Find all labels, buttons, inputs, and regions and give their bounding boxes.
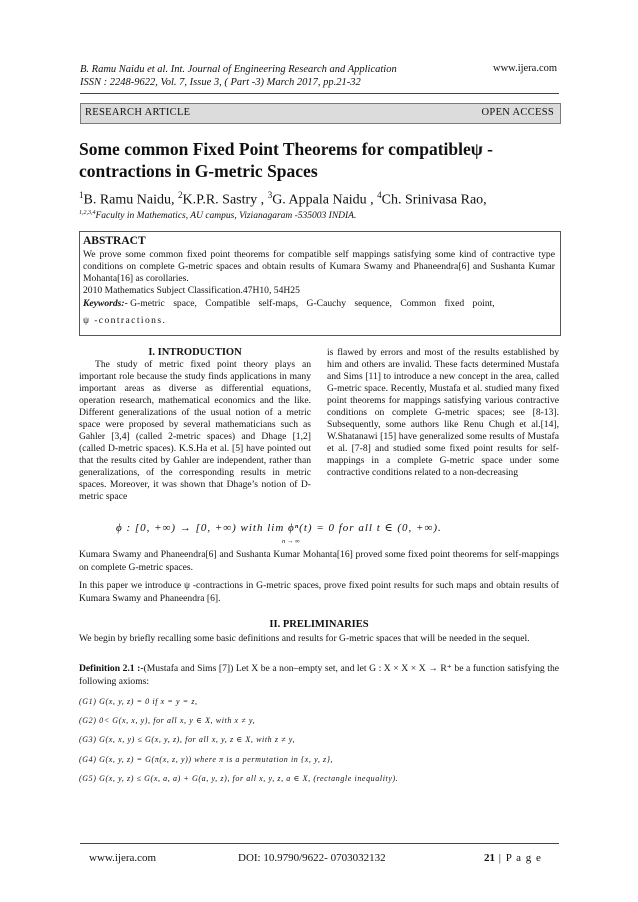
- issn-line: ISSN : 2248-9622, Vol. 7, Issue 3, ( Part -3) March 2017, pp.21-32: [80, 77, 361, 88]
- intro-heading: I. INTRODUCTION: [148, 347, 242, 358]
- author-2: K.P.R. Sastry ,: [182, 192, 268, 208]
- author-1-sup: 1: [79, 190, 84, 200]
- header-rule: [80, 93, 559, 94]
- affiliation-sup: 1,2,3,4: [79, 210, 96, 216]
- axiom-g3: (G3) G(x, x, y) ≤ G(x, y, z), for all x, y, z ∈ X, with z ≠ y,: [79, 735, 296, 744]
- abstract-box: [79, 231, 561, 336]
- definition-text: (Mustafa and Sims [7]) Let X be a non–empty set, and let G : X × X × X → R⁺ be a function satisfying the following axioms:: [79, 663, 559, 687]
- abstract-heading: ABSTRACT: [83, 235, 146, 247]
- limit-subscript: n → ∞: [282, 538, 300, 545]
- prelim-heading: II. PRELIMINARIES: [269, 619, 369, 630]
- journal-website[interactable]: www.ijera.com: [493, 63, 558, 74]
- footer-website[interactable]: www.ijera.com: [89, 852, 157, 864]
- banner-open-access: OPEN ACCESS: [481, 107, 554, 118]
- keywords-line: [83, 298, 555, 309]
- axiom-g4: (G4) G(x, y, z) = G(π(x, z, y)) where π is a permutation in {x, y, z},: [79, 755, 334, 764]
- article-banner: [80, 103, 561, 124]
- page-label: | P a g e: [495, 852, 542, 864]
- author-4-sup: 4: [377, 190, 382, 200]
- title-line-1: Some common Fixed Point Theorems for compatibleψ -: [79, 139, 494, 159]
- abstract-body: We prove some common fixed point theorems for compatible self mappings satisfying some kind of contractive type conditions on complete G-metric spaces and obtain results of Kumara Swamy and Phaneendra[6] and Sushanta Kumar Mohanta[16] as corollaries.: [83, 249, 555, 284]
- keywords-text: G-metric space, Compatible self-maps, G-Cauchy sequence, Common fixed point,: [130, 298, 495, 309]
- intro-left-text: The study of metric fixed point theory plays an important role because the study finds applications in many important areas as diverse as differential equations, operation research, mathematical economics and the like. Different generalizations of the usual notion of a metric space were proposed by several mathematicians such as Gahler [3,4] (called 2-metric spaces) and Dhage [1,2] (called D-metric spaces). K.S.Ha et al. [5] have pointed out that the results cited by Gahler are independent, rather than generalizations, of the corresponding results in metric spaces. Moreover, it was shown that Dhage’s notion of D-metric space: [79, 359, 311, 502]
- definition-2-1: [79, 662, 559, 688]
- axiom-g1: (G1) G(x, y, z) = 0 if x = y = z,: [79, 697, 198, 706]
- page-number: 21: [484, 852, 495, 864]
- intro-para-2: In this paper we introduce ψ -contractions in G-metric spaces, prove fixed point results for such maps and obtain results of Kumara Swamy and Phaneendra [6].: [79, 580, 559, 604]
- affiliation: [79, 210, 356, 221]
- author-list: [79, 190, 487, 209]
- author-3-sup: 3: [267, 190, 273, 200]
- keywords-label: Keywords:-: [83, 298, 128, 309]
- axiom-g2: (G2) 0< G(x, x, y), for all x, y ∈ X, with x ≠ y,: [79, 716, 256, 725]
- definition-label: Definition 2.1 :-: [79, 663, 144, 674]
- intro-para-1: Kumara Swamy and Phaneendra[6] and Sushanta Kumar Mohanta[16] proved some fixed point theorems for self-mappings on complete G-metric spaces.: [79, 549, 559, 573]
- footer-page: [484, 852, 542, 864]
- prelim-para: We begin by briefly recalling some basic definitions and results for G-metric spaces that will be needed in the sequel.: [79, 633, 530, 644]
- paper-title: [79, 138, 559, 182]
- intro-left-column: [79, 347, 311, 503]
- journal-line: B. Ramu Naidu et al. Int. Journal of Engineering Research and Application: [80, 64, 397, 75]
- author-1: B. Ramu Naidu,: [83, 192, 178, 208]
- author-2-sup: 2: [178, 190, 183, 200]
- banner-research-article: RESEARCH ARTICLE: [85, 107, 191, 118]
- footer-doi[interactable]: DOI: 10.9790/9622- 0703032132: [238, 852, 386, 864]
- intro-right-text: is flawed by errors and most of the results established by him and others are invalid. These facts determined Mustafa and Sims [11] to introduce a new concept in the area, called G-metric space. Recently, Mustafa et al. studied many fixed point theorems for mappings satisfying various contractive conditions on complete G-metric spaces; see [8-13]. Subsequently, some authors like Renu Chugh et al.[14], W.Shatanawi [15] have generalized some results of Mustafa et al. [7-8] and studied some fixed point results for self-mappings in a complete G-metric space under some contractive conditions related to a non-decreasing: [327, 347, 559, 478]
- author-4: Ch. Srinivasa Rao,: [381, 192, 487, 208]
- phi-equation: ϕ : [0, +∞) → [0, +∞) with lim ϕⁿ(t) = 0 for all t ∈ (0, +∞).: [116, 522, 442, 534]
- affiliation-text: Faculty in Mathematics, AU campus, Vizianagaram -535003 INDIA.: [95, 211, 357, 222]
- intro-right-column: [327, 347, 559, 479]
- axiom-g5: (G5) G(x, y, z) ≤ G(x, a, a) + G(a, y, z), for all x, y, z, a ∈ X, (rectangle inequality).: [79, 774, 399, 783]
- footer-rule: [80, 843, 559, 844]
- title-line-2: contractions in G-metric Spaces: [79, 161, 318, 181]
- msc-line: 2010 Mathematics Subject Classification.47H10, 54H25: [83, 285, 300, 296]
- author-3: G. Appala Naidu ,: [272, 192, 378, 208]
- keywords-last: ψ -contractions.: [83, 315, 167, 326]
